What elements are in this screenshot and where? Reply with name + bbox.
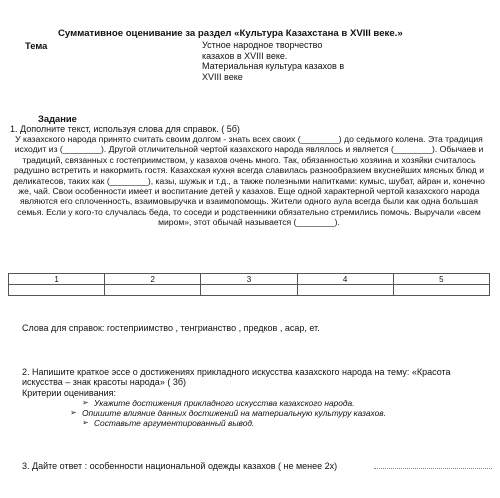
answer-cell[interactable] [201,285,297,296]
question-1: 1. Дополните текст, используя слова для справок. ( 5б) [10,124,240,134]
answer-cell[interactable] [297,285,393,296]
answer-table-row [9,285,490,296]
reference-words: Слова для справок: гостеприимство , тенгрианство , предков , асар, ет. [22,323,320,333]
criteria-list [70,398,386,428]
topic-label: Тема [25,40,48,51]
criteria-item [82,398,386,408]
answer-cell[interactable] [9,285,105,296]
arrow-bullet-icon: ➢ [82,398,89,407]
question-2 [22,367,492,398]
topic-line: Материальная культура казахов в [202,61,345,72]
criteria-text: Опишите влияние данных достижений на материальную культуру казахов. [82,408,386,418]
topic-text [202,40,412,82]
topic-line: Устное народное творчество [202,40,323,50]
arrow-bullet-icon: ➢ [82,418,89,427]
topic-line: казахов в XVIII веке. [202,50,288,61]
criteria-text: Составьте аргументированный вывод. [94,418,255,428]
answer-table-header-cell: 4 [297,274,393,285]
answer-table-header-cell: 2 [105,274,201,285]
answer-cell[interactable] [105,285,201,296]
answer-table-header-row [9,274,490,285]
answer-table-header-cell: 5 [393,274,489,285]
document-title: Суммативное оценивание за раздел «Культура Казахстана в XVIII веке.» [58,28,403,39]
task-heading: Задание [38,113,77,124]
criteria-item [70,408,386,418]
answer-line[interactable] [374,468,492,469]
answer-table [8,273,490,296]
question-2-text: 2. Напишите краткое эссе о достижениях прикладного искусства казахского народа на тему: «Красота искусства – знак красоты народа» ( 3б) [22,367,451,388]
criteria-text: Укажите достижения прикладного искусства казахского народа. [94,398,355,408]
criteria-item [82,418,386,428]
question-3: 3. Дайте ответ : особенности национальной одежды казахов ( не менее 2х) [22,461,338,471]
answer-cell[interactable] [393,285,489,296]
topic-line: XVIII веке [202,71,243,82]
answer-table-header-cell: 3 [201,274,297,285]
answer-table-header-cell: 1 [9,274,105,285]
criteria-label: Критерии оценивания: [22,387,116,398]
fill-in-paragraph: У казахского народа принято считать своим долгом - знать всех своих (________) до седьмого колена. Эта традиция исходит из (________). Другой отличительной чертой казахского народа являлось и является (________). Обычаев и традиций, связанных с гостеприимством, у казахов очень много. Так, обязанностью хозяина и хозяйки считалось радушно встретить и накормить гостя. Казахская кухня всегда славилась разнообразием вкуснейших мясных блюд и деликатесов, таких как (________), казы, шужык и т.д., а также полезными напитками: кумыс, шубат, айран и, конечно же, чай. Свои особенности имеет и воспитание детей у казахов. Еще одной характерной чертой казахского народа являются его сплоченность, взаимовыручка и взаимопомощь. Жители одного аула всегда были как одна большая семья. Если у кого-то случалась беда, то соседи и родственники обязательно стремились помочь. Выручали «всем миром», этот обычай называется (________). [13,134,485,228]
arrow-bullet-icon: ➢ [70,408,77,417]
